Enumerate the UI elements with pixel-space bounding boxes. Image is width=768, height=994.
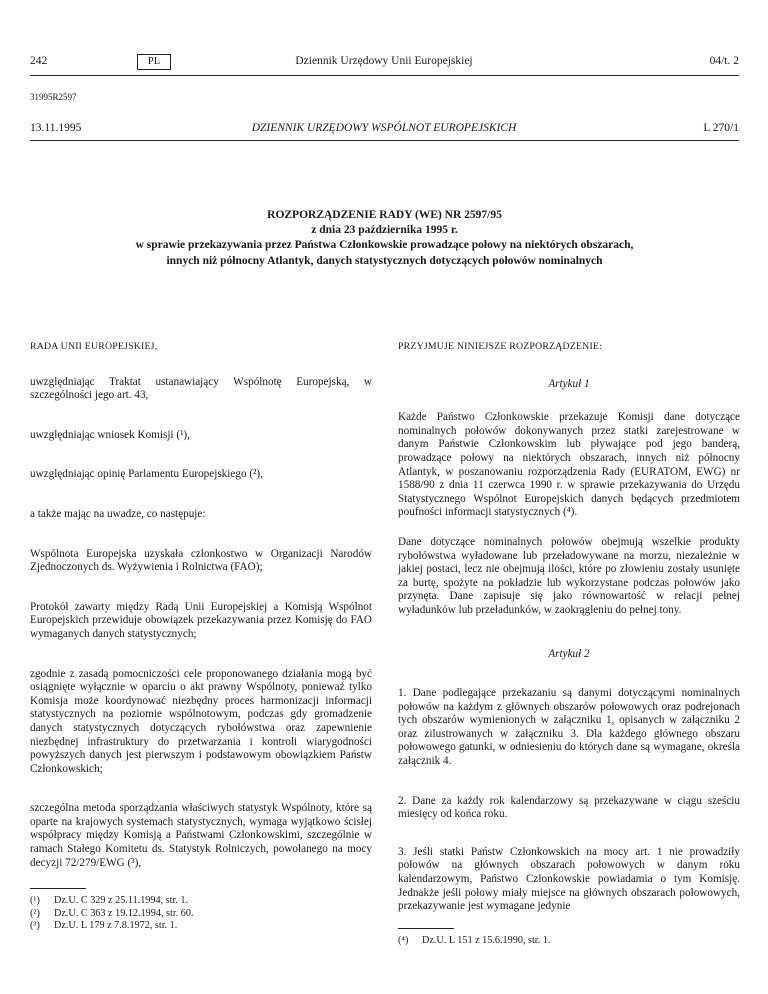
title-line-3: w sprawie przekazywania przez Państwa Członkowskie prowadzące połowy na niektórych obszarach, — [135, 239, 634, 252]
regulation-title — [30, 208, 739, 269]
title-line-1: ROZPORZĄDZENIE RADY (WE) NR 2597/95 — [267, 209, 502, 221]
right-footnotes — [398, 928, 740, 947]
volume-ref: 04/t. 2 — [709, 55, 739, 67]
journal-title: Dziennik Urzędowy Unii Europejskiej — [295, 55, 473, 67]
recital-treaty: uwzględniając Traktat ustanawiający Wspólnotę Europejską, w szczególności jego art. 43, — [30, 375, 372, 402]
recital-commission: uwzględniając wniosek Komisji (¹), — [30, 428, 190, 441]
footnote-1: (¹) Dz.U. C 329 z 25.11.1994, str. 1. — [30, 895, 189, 907]
recital-subsidiarity: zgodnie z zasadą pomocniczości cele proponowanego działania mogą być osiągnięte wyłącznie w oparciu o akt prawny Wspólnoty, ponieważ tylko Komisja może koordynować niezbędny proces harmonizacji informacji statystycznych na poziomie wspólnotowym, podczas gdy gromadzenie danych statystycznych dotyczących rybołówstwa oraz zapewnienie niezbędnej infrastruktury do przetwarzania i kontroli wiarygodności powyższych danych jest pierwszym i podstawowym obowiązkiem Państw Członkowskich; — [30, 667, 372, 775]
article-2-paragraph-1: 1. Dane podlegające przekazaniu są danymi dotyczącymi nominalnych połowów na każdym z głównych obszarów połowowych oraz podrejonach tych obszarów wymienionych w załączniku 1, opisanych w załączniku 2 oraz zilustrowanych w załączniku 3. Dla każdego głównego obszaru połowowego gatunki, w odniesieniu do których dane są wymagane, określa załącznik 4. — [398, 687, 740, 768]
oj-reference: L 270/1 — [703, 122, 739, 134]
right-column — [398, 340, 740, 947]
recital-parliament: uwzględniając opinię Parlamentu Europejskiego (²), — [30, 468, 263, 481]
footnote-rule — [30, 888, 86, 889]
footnote-2: (²) Dz.U. C 363 z 19.12.1994, str. 60. — [30, 907, 194, 919]
recital-intro: a także mając na uwadze, co następuje: — [30, 507, 206, 520]
footnote-rule-right — [398, 928, 454, 929]
header-rule — [30, 75, 739, 76]
title-line-2: z dnia 23 października 1995 r. — [311, 224, 458, 237]
page-number: 242 — [30, 55, 48, 67]
publication-date: 13.11.1995 — [30, 122, 82, 134]
recital-protocol: Protokół zawarty między Radą Unii Europejskiej a Komisją Wspólnot Europejskich przewiduje obowiązek przekazywania przez Komisję do FAO wymaganych danych statystycznych; — [30, 600, 372, 640]
header-rule-2 — [30, 140, 739, 141]
footnote-3: (³) Dz.U. L 179 z 7.8.1972, str. 1. — [30, 920, 178, 932]
left-footnotes — [30, 888, 372, 932]
footnote-4: (⁴) Dz.U. L 151 z 15.6.1990, str. 1. — [398, 934, 551, 946]
left-column — [30, 340, 372, 932]
journal-old-title: DZIENNIK URZĘDOWY WSPÓLNOT EUROPEJSKICH — [251, 122, 517, 134]
article-2-paragraph-2: 2. Dane za każdy rok kalendarzowy są przekazywane w ciągu sześciu miesięcy od końca roku. — [398, 794, 740, 821]
article-2-paragraph-3: 3. Jeśli statki Państw Członkowskich na mocy art. 1 nie prowadziły połowów na głównych obszarach połowowych w danym roku kalendarzowym, Państwo Członkowskie powiadamia o tym Komisję. Jednakże jeśli połowy miały miejsce na głównych obszarach połowowych, przekazywanie jest wymagane jedynie — [398, 845, 740, 913]
language-badge: PL — [137, 54, 171, 70]
title-line-4: innych niż północny Atlantyk, danych statystycznych dotyczących połowów nominalnych — [166, 254, 603, 267]
article-1-paragraph-2: Dane dotyczące nominalnych połowów obejmują wszelkie produkty rybołówstwa wyładowane lub przeładowywane na morzu, niezależnie w jakiej postaci, lecz nie obejmują ilości, które po złowieniu zostały usunięte za burtę, spożyte na pokładzie lub wykorzystane podczas połowów jako przynęta. Dane zapisuje się jako równowartość w relacji pełnej wyładunków lub przeładunków, w zaokrągleniu do pełnej tony. — [398, 535, 740, 616]
recital-fao: Wspólnota Europejska uzyskała członkostwo w Organizacji Narodów Zjednoczonych ds. Wyżywienia i Rolnictwa (FAO); — [30, 547, 372, 574]
article-1-title: Artykuł 1 — [548, 377, 590, 390]
council-heading: RADA UNII EUROPEJSKIEJ, — [30, 341, 158, 352]
adopt-heading: PRZYJMUJE NINIEJSZE ROZPORZĄDZENIE: — [398, 341, 603, 352]
recital-method: szczególna metoda sporządzania właściwych statystyk Wspólnoty, które są oparte na krajowych systemach statystycznych, wymaga wyjątkowo ścisłej współpracy między Komisją a Państwami Członkowskimi, szczególnie w ramach Stałego Komitetu ds. Statystyk Rolniczych, powołanego na mocy decyzji 72/279/EWG (³), — [30, 802, 372, 869]
article-1-paragraph-1: Każde Państwo Członkowskie przekazuje Komisji dane dotyczące nominalnych połowów dokonywanych przez statki zarejestrowane w danym Państwie Członkowskim lub pływające pod jego banderą, prowadzące połowy na niektórych obszarach, innych niż północny Atlantyk, w poszanowaniu rozporządzenia Rady (EURATOM, EWG) nr 1588/90 z dnia 11 czerwca 1990 r. w sprawie przekazywania do Urzędu Statystycznego Wspólnot Europejskich danych będących przedmiotem poufności informacji statystycznych (⁴). — [398, 411, 740, 519]
celex-number: 31995R2597 — [30, 92, 77, 102]
article-2-title: Artykuł 2 — [548, 647, 590, 660]
